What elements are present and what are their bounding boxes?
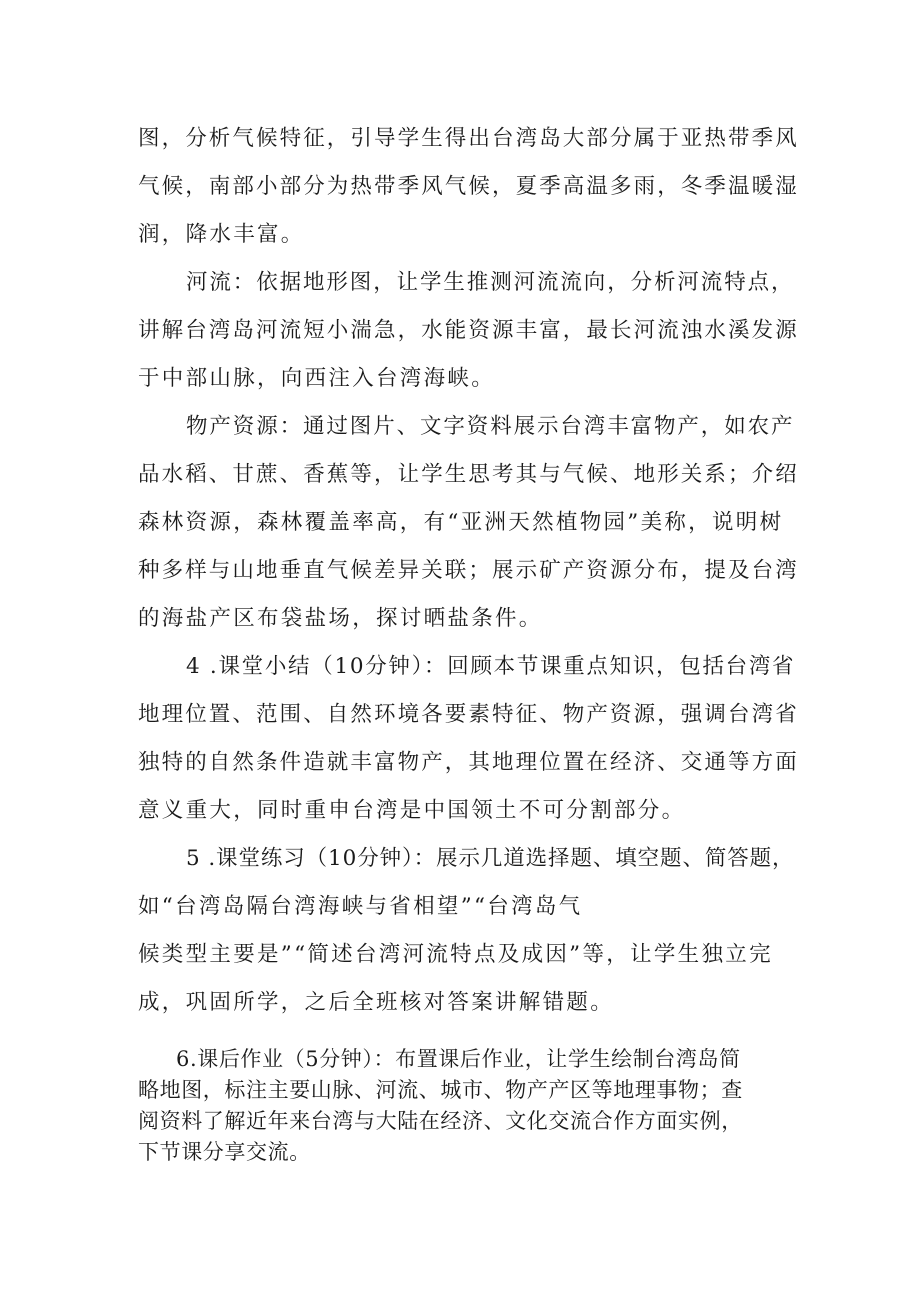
text-line: 4 .课堂小结（10分钟）：回顾本节课重点知识，包括台湾省 [186,654,796,679]
text-line: 5 .课堂练习（10分钟）：展示几道选择题、填空题、简答题， [186,846,795,871]
text-line: 图，分析气候特征，引导学生得出台湾岛大部分属于亚热带季风 [138,126,799,151]
text-line: 气候，南部小部分为热带季风气候，夏季高温多雨，冬季温暖湿 [138,174,799,199]
text-line: 润，降水丰富。 [138,222,305,247]
text-line: 物产资源：通过图片、文字资料展示台湾丰富物产，如农产 [186,414,795,439]
text-line: 品水稻、甘蔗、香蕉等，让学生思考其与气候、地形关系；介绍 [138,462,799,487]
text-line: 候类型主要是”“简述台湾河流特点及成因”等，让学生独立完 [138,942,773,967]
text-line: 种多样与山地垂直气候差异关联；展示矿产资源分布，提及台湾 [138,558,799,583]
text-line: 如“台湾岛隔台湾海峡与省相望”“台湾岛气 [138,894,583,919]
text-line: 地理位置、范围、自然环境各要素特征、物产资源，强调台湾省 [138,702,799,727]
text-line: 6.课后作业（5分钟）：布置课后作业，让学生绘制台湾岛简 [176,1047,741,1071]
text-line: 河流：依据地形图，让学生推测河流流向，分析河流特点， [186,270,795,295]
text-line: 成，巩固所学，之后全班核对答案讲解错题。 [138,990,615,1015]
text-line: 独特的自然条件造就丰富物产，其地理位置在经济、交通等方面 [138,750,799,775]
text-line: 意义重大，同时重申台湾是中国领土不可分割部分。 [138,798,686,823]
text-line: 略地图，标注主要山脉、河流、城市、物产产区等地理事物；查 [138,1078,743,1102]
text-line: 森林资源，森林覆盖率高，有“亚洲天然植物园”美称，说明树 [138,510,784,535]
text-line: 下节课分享交流。 [138,1140,311,1164]
text-line: 于中部山脉，向西注入台湾海峡。 [138,366,496,391]
text-line: 的海盐产区布袋盐场，探讨晒盐条件。 [138,606,543,631]
text-line: 讲解台湾岛河流短小湍急，水能资源丰富，最长河流浊水溪发源 [138,318,799,343]
text-line: 阅资料了解近年来台湾与大陆在经济、文化交流合作方面实例， [138,1109,743,1133]
